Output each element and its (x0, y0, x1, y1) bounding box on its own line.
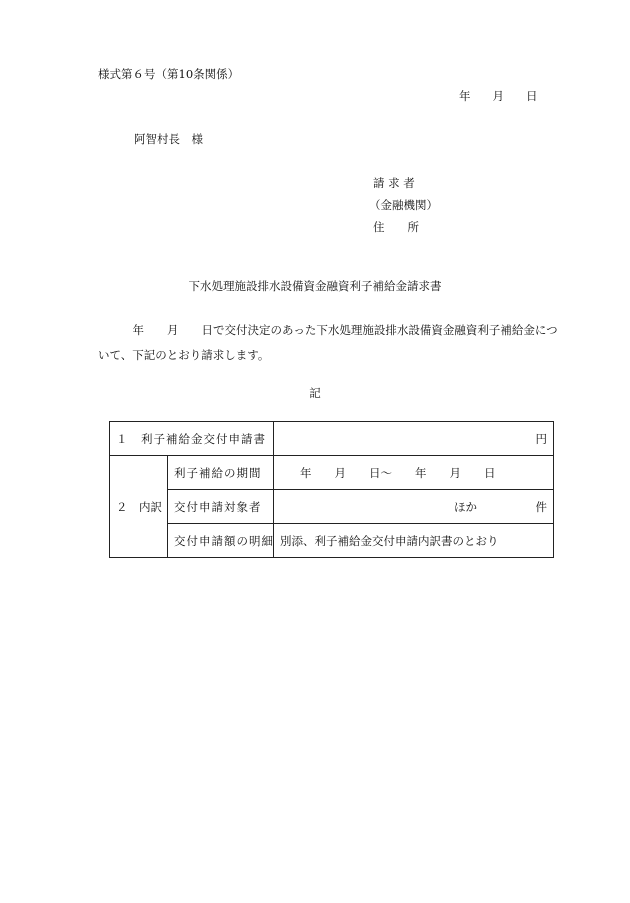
claimant-block (369, 172, 438, 238)
row1-value-cell (274, 422, 554, 456)
row1-label: １ 利子補給金交付申請書 (110, 422, 274, 456)
row1-unit: 円 (535, 431, 547, 446)
period-value: 年 月 日〜 年 月 日 (274, 456, 554, 490)
date-year: 年 (459, 89, 471, 103)
table-row (110, 490, 554, 524)
claimant-label: 請 求 者 (373, 176, 415, 190)
period-label: 利子補給の期間 (168, 456, 274, 490)
row2-label: ２ 内訳 (110, 456, 168, 558)
date-line (459, 88, 538, 104)
target-label: 交付申請対象者 (168, 490, 274, 524)
table-row (110, 524, 554, 558)
table-row (110, 456, 554, 490)
target-value-cell (274, 490, 554, 524)
ki-heading: 記 (309, 386, 321, 400)
claimant-address: 住 所 (373, 220, 419, 234)
detail-label: 交付申請額の明細 (168, 524, 274, 558)
table-row (110, 422, 554, 456)
detail-table (109, 421, 554, 558)
form-number: 様式第６号（第10条関係） (98, 67, 240, 81)
addressee: 阿智村長 様 (134, 132, 203, 146)
claimant-bank: （金融機関） (369, 198, 438, 212)
body-text: 年 月 日で交付決定のあった下水処理施設排水設備資金融資利子補給金について、下記のとおり請求します。 (98, 323, 558, 362)
date-month: 月 (492, 89, 504, 103)
target-hoka: ほか (454, 500, 477, 514)
date-day: 日 (526, 89, 538, 103)
detail-value: 別添、利子補給金交付申請内訳書のとおり (274, 524, 554, 558)
document-title: 下水処理施設排水設備資金融資利子補給金請求書 (188, 279, 442, 293)
target-unit: 件 (535, 500, 547, 514)
